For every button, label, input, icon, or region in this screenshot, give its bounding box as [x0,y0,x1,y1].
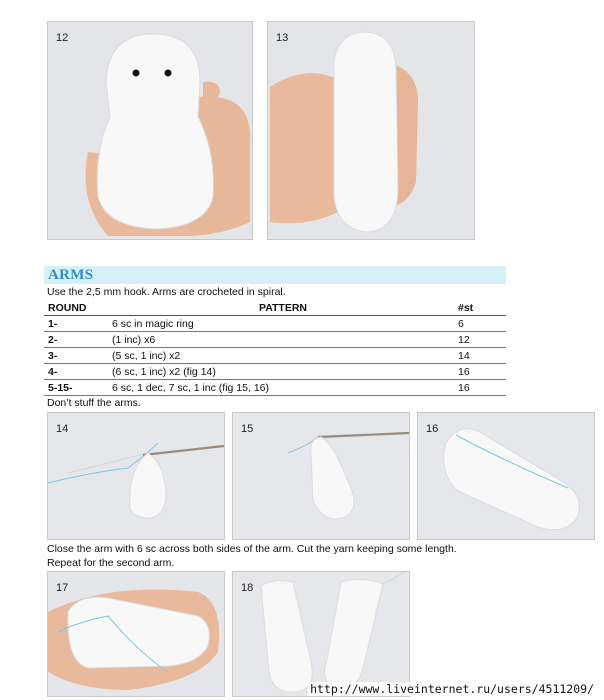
photo-number: 14 [56,423,69,435]
round-cell: 1- [44,316,108,332]
photo-16 [417,412,595,540]
table-row [44,316,506,332]
table-row [44,332,506,348]
photo-15 [232,412,410,540]
round-cell: 2- [44,332,108,348]
repeat-instruction: Repeat for the second arm. [47,557,175,569]
photo-17 [47,571,225,697]
st-cell: 12 [454,332,506,348]
pattern-cell: (1 inc) x6 [108,332,454,348]
header-st: #st [454,300,506,316]
pattern-cell: (6 sc, 1 inc) x2 (fig 14) [108,364,454,380]
photo-13 [267,21,475,240]
arms-pattern-table [44,300,506,396]
photo-18 [232,571,410,697]
pattern-cell: (5 sc, 1 inc) x2 [108,348,454,364]
table-header-row [44,300,506,316]
photo-number: 12 [56,32,69,44]
pattern-cell: 6 sc in magic ring [108,316,454,332]
stuffing-note: Don’t stuff the arms. [47,397,141,409]
st-cell: 14 [454,348,506,364]
arm-start-illustration [48,413,224,539]
header-round: ROUND [44,300,108,316]
arm-in-hand-illustration [48,572,224,696]
arm-progress-illustration [233,413,409,539]
st-cell: 16 [454,364,506,380]
doll-front-illustration [48,22,252,239]
table-row [44,364,506,380]
round-cell: 4- [44,364,108,380]
photo-number: 13 [276,32,289,44]
photo-number: 15 [241,423,254,435]
close-instruction: Close the arm with 6 sc across both sides of the arm. Cut the yarn keeping some length. [47,543,457,555]
arms-intro: Use the 2,5 mm hook. Arms are crocheted in spiral. [47,286,286,298]
pattern-cell: 6 sc, 1 dec, 7 sc, 1 inc (fig 15, 16) [108,380,454,396]
round-cell: 5-15- [44,380,108,396]
arm-long-illustration [418,413,594,539]
photo-14 [47,412,225,540]
photo-number: 18 [241,582,254,594]
st-cell: 6 [454,316,506,332]
doll-side-illustration [268,22,474,239]
two-arms-illustration [233,572,409,696]
arms-section-bar [44,266,506,284]
photo-number: 17 [56,582,69,594]
st-cell: 16 [454,380,506,396]
photo-number: 16 [426,423,439,435]
round-cell: 3- [44,348,108,364]
header-pattern: PATTERN [108,300,454,316]
section-title: ARMS [48,267,94,283]
table-row [44,348,506,364]
table-row [44,380,506,396]
source-watermark: http://www.liveinternet.ru/users/4511209/ [310,682,594,696]
photo-12 [47,21,253,240]
